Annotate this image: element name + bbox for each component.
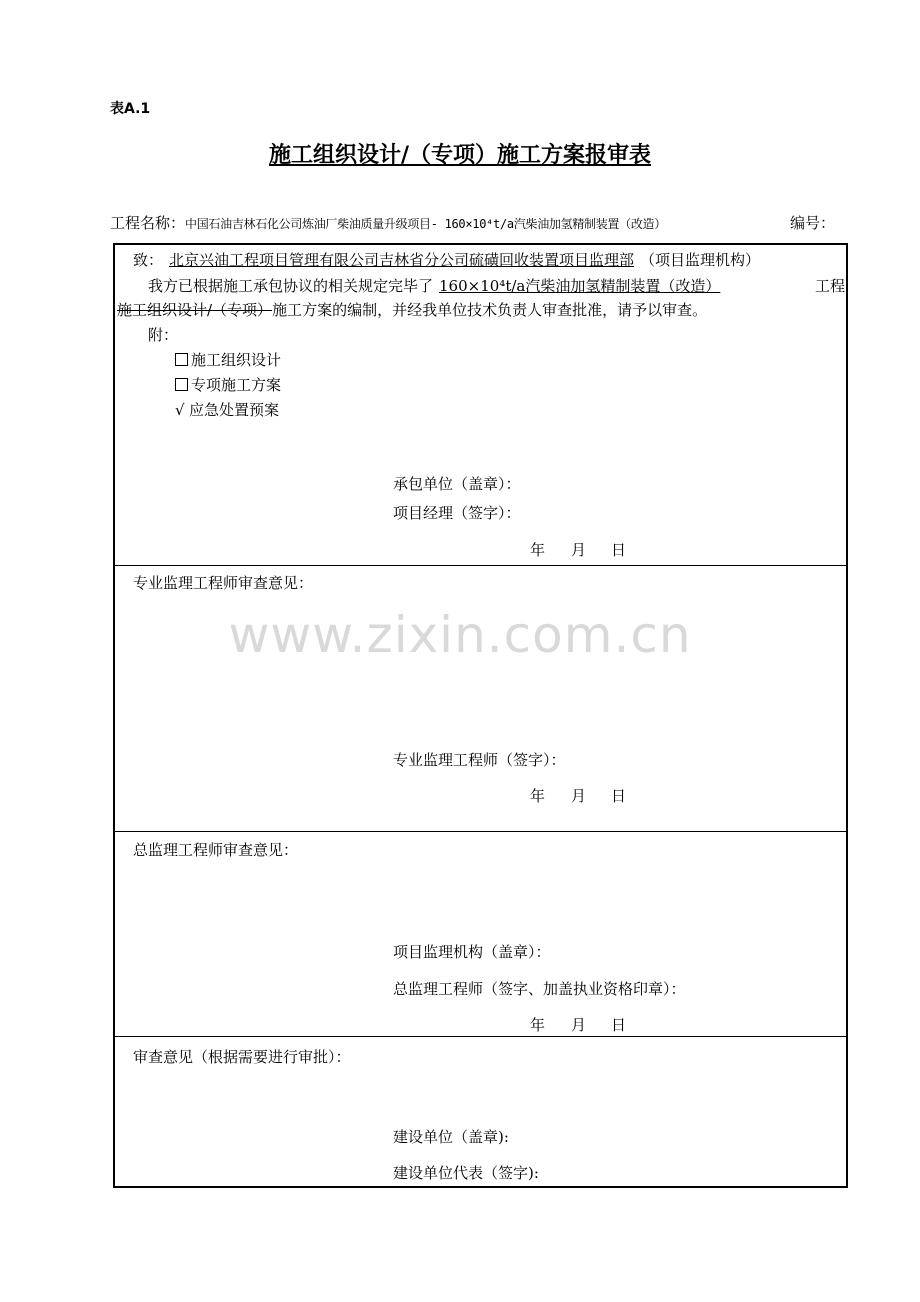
chief-opinion-heading: 总监理工程师审查意见：	[133, 841, 299, 859]
attachment-option: 专项施工方案	[175, 374, 281, 395]
attachments-label: 附：	[148, 326, 179, 344]
body-struck-text: 施工组织设计/（专项）	[117, 301, 273, 319]
date-month-label: 月	[571, 541, 587, 559]
contractor-seal-label: 承包单位（盖章）：	[393, 475, 521, 493]
checkbox-unchecked-icon	[175, 353, 188, 366]
project-manager-sign-label: 项目经理（签字）：	[393, 504, 521, 522]
body-project-value: 160×10⁴t/a汽柴油加氢精制装置（改造）	[439, 277, 721, 295]
chief-sign-label: 总监理工程师（签字、加盖执业资格印章）：	[393, 980, 686, 998]
org-seal-label: 项目监理机构（盖章）：	[393, 943, 551, 961]
owner-opinion-heading: 审查意见（根据需要进行审批）：	[133, 1048, 351, 1066]
date-month-label: 月	[571, 1016, 587, 1034]
addressee-row	[133, 249, 760, 270]
supervisor-opinion-heading: 专业监理工程师审查意见：	[133, 574, 314, 592]
date-day-label: 日	[611, 541, 627, 559]
project-name-value: 中国石油吉林石化公司炼油厂柴油质量升级项目- 160×10⁴t/a汽柴油加氢精制装置（改造）	[185, 217, 666, 231]
owner-seal-label: 建设单位（盖章):	[393, 1128, 509, 1146]
project-name-row	[110, 212, 666, 233]
row-divider	[113, 831, 848, 832]
body-line-1: 我方已根据施工承包协议的相关规定完毕了 160×10⁴t/a汽柴油加氢精制装置（改造）	[148, 275, 801, 296]
title-struck-part: 施工组织设计/（专项）	[268, 143, 498, 168]
date-year-label: 年	[530, 787, 546, 805]
addressee-value: 北京兴油工程项目管理有限公司吉林省分公司硫磺回收装置项目监理部	[169, 251, 635, 269]
body-suffix: 工程	[815, 277, 846, 295]
serial-number-label: 编号：	[790, 214, 836, 232]
project-name-label: 工程名称：	[110, 214, 186, 232]
supervisor-sign-label: 专业监理工程师（签字）：	[393, 751, 566, 769]
checkbox-unchecked-icon	[175, 378, 188, 391]
date-day-label: 日	[611, 787, 627, 805]
attachment-option: √ 应急处置预案	[175, 401, 280, 419]
title-main-part: 施工方案报审表	[497, 143, 652, 168]
addressee-suffix: （项目监理机构）	[640, 251, 761, 269]
addressee-label: 致：	[133, 251, 164, 269]
date-year-label: 年	[530, 1016, 546, 1034]
watermark: www.zixin.com.cn	[228, 606, 692, 664]
checkmark-icon: √	[175, 401, 185, 419]
row-divider	[113, 565, 848, 566]
owner-rep-sign-label: 建设单位代表（签字):	[393, 1164, 539, 1182]
row-divider	[113, 1036, 848, 1037]
date-month-label: 月	[571, 787, 587, 805]
body-line-2: 施工组织设计/（专项）施工方案的编制，并经我单位技术负责人审查批准，请予以审查。	[117, 301, 708, 319]
page-title	[0, 138, 920, 169]
date-year-label: 年	[530, 541, 546, 559]
table-label: 表A.1	[110, 101, 151, 117]
attachment-option: 施工组织设计	[175, 349, 281, 370]
date-day-label: 日	[611, 1016, 627, 1034]
